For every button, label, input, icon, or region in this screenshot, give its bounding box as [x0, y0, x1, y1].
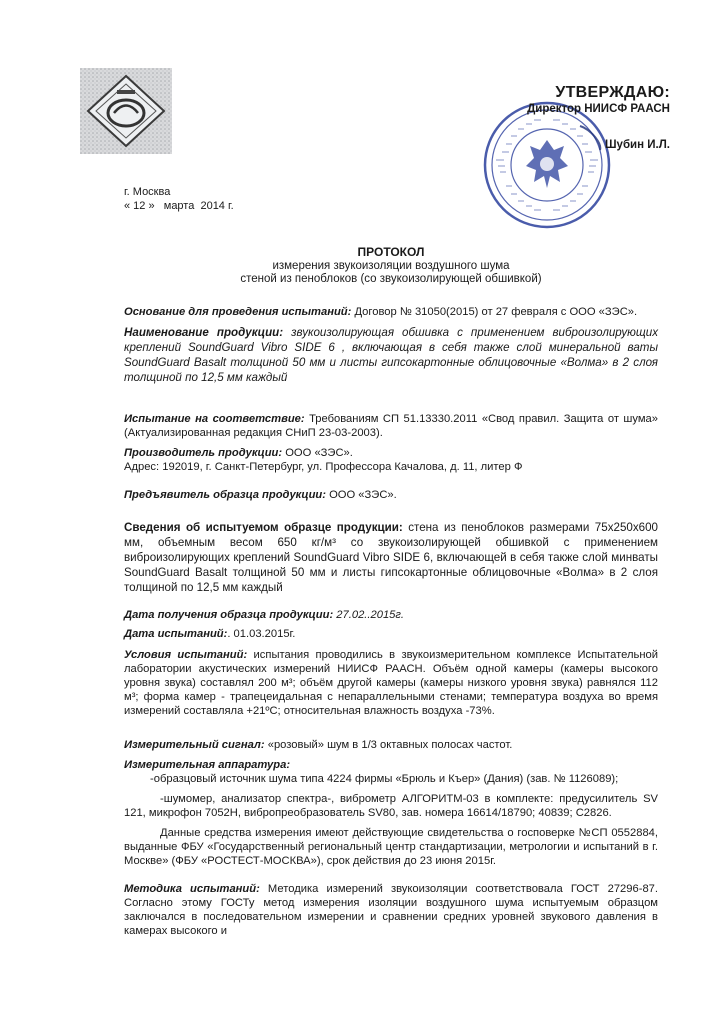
section-conditions-text: испытания проводились в звукоизмерительном комплексе Испытательной лаборатории акустических измерений НИИСФ РААСН. Объём одной камеры (камеры высокого уровня звука) составлял 200 м³; объём другой камеры (камеры низкого уровня звука) равнялся 112 м³; форма камер - трапецеидальная с непараллельными стенами; температура воздуха во время измерений составляла +21ºС; относительная влажность воздуха -73%.	[124, 649, 659, 717]
section-received-label: Дата получения образца продукции:	[124, 609, 334, 621]
place: г. Москва	[124, 186, 171, 198]
section-product-label: Наименование продукции:	[124, 326, 284, 339]
section-basis-label: Основание для проведения испытаний:	[124, 306, 352, 318]
section-product	[124, 325, 658, 385]
section-compliance-text: Требованиям СП 51.13330.2011 «Свод правил. Защита от шума» (Актуализированная редакция СНиП 23-03-2003).	[124, 413, 658, 439]
section-basis-text: Договор № 31050(2015) от 27 февраля с ООО «ЗЭС».	[351, 306, 638, 318]
section-sample	[124, 520, 658, 595]
section-method-text: Методика измерений звукоизоляции соответствовала ГОСТ 27296-87. Согласно этому ГОСТу метод измерения изоляции воздушного шума испытуемым образцом заключался в последовательном измерении и сравнении средних уровней звукового давления в камерах высокого и	[124, 883, 658, 937]
document-date: « 12 » марта 2014 г.	[124, 200, 234, 212]
approver-name: Шубин И.Л.	[605, 139, 670, 151]
section-received-text: 27.02..2015г.	[333, 609, 405, 621]
section-conditions	[124, 648, 658, 718]
approval-block	[520, 86, 670, 152]
section-compliance-label: Испытание на соответствие:	[124, 413, 305, 425]
document-subtitle-2: стеной из пеноблоков (со звукоизолирующей обшивкой)	[240, 273, 542, 285]
section-method-label: Методика испытаний:	[124, 883, 260, 895]
section-sample-text: стена из пеноблоков размерами 75х250х600 мм, объемным весом 650 кг/м³ со звукоизолирующей обшивкой с применением виброизолирующих креплений SoundGuard Vibro SIDE 6, включающей в себя также слой минваты SoundGuard Basalt толщиной 50 мм и листы гипсокартонные облицовочные «Волма» в 2 слоя толщиной по 12,5 мм каждый	[124, 521, 658, 594]
document-title: ПРОТОКОЛ	[357, 245, 425, 259]
section-method	[124, 882, 658, 938]
section-sample-label: Сведения об испытуемом образце продукции:	[124, 521, 403, 534]
section-test-date-text: . 01.03.2015г.	[227, 628, 296, 640]
section-equipment	[124, 758, 658, 868]
equipment-item-1: -образцовый источник шума типа 4224 фирмы «Брюль и Къер» (Дания) (зав. № 1126089);	[150, 773, 619, 785]
equipment-item-2: -шумомер, анализатор спектра-, виброметр АЛГОРИТМ-03 в комплекте: предусилитель SV 121, микрофон 7052Н, вибропреобразователь SV80, зав. номера 16614/18790; 40839; С2826.	[124, 793, 658, 819]
approver-position: Директор НИИСФ РААСН	[527, 103, 670, 115]
section-presenter-label: Предъявитель образца продукции:	[124, 489, 326, 501]
approve-title: УТВЕРЖДАЮ:	[555, 84, 670, 101]
section-presenter-text: ООО «ЗЭС».	[325, 489, 397, 501]
section-manufacturer-text: ООО «ЗЭС».	[282, 447, 353, 459]
section-signal-label: Измерительный сигнал:	[124, 739, 265, 751]
section-received	[124, 608, 658, 622]
section-signal-text: «розовый» шум в 1/3 октавных полосах частот.	[264, 739, 513, 751]
section-conditions-label: Условия испытаний:	[124, 649, 248, 661]
section-manufacturer-label: Производитель продукции:	[124, 447, 283, 459]
equipment-item-3: Данные средства измерения имеют действующие свидетельства о госповерке №СП 0552884, выданные ФБУ «Государственный региональный центр стандартизации, метрологии и испытаний в г. Москве» (ФБУ «РОСТЕСТ-МОСКВА»), срок действия до 23 июня 2015г.	[124, 827, 658, 867]
section-equipment-label: Измерительная аппаратура:	[124, 759, 291, 771]
section-signal	[124, 738, 658, 752]
section-manufacturer	[124, 446, 658, 474]
section-compliance	[124, 412, 658, 440]
document-subtitle-1: измерения звукоизоляции воздушного шума	[272, 259, 510, 272]
title-block	[124, 246, 658, 287]
section-test-date	[124, 627, 658, 641]
logo-emblem	[80, 68, 172, 154]
section-product-text: звукоизолирующая обшивка с применением виброизолирующих креплений SoundGuard Vibro SIDE 6 , включающая в себя также слой минеральной ваты SoundGuard Basalt толщиной 50 мм и листы гипсокартонные облицовочные «Волма» в 2 слоя толщиной по 12,5 мм каждый	[124, 326, 658, 384]
place-date	[124, 185, 324, 213]
section-test-date-label: Дата испытаний:	[124, 628, 228, 640]
section-presenter	[124, 488, 658, 502]
manufacturer-address: Адрес: 192019, г. Санкт-Петербург, ул. Профессора Качалова, д. 11, литер Ф	[124, 461, 523, 473]
section-basis	[124, 305, 658, 319]
